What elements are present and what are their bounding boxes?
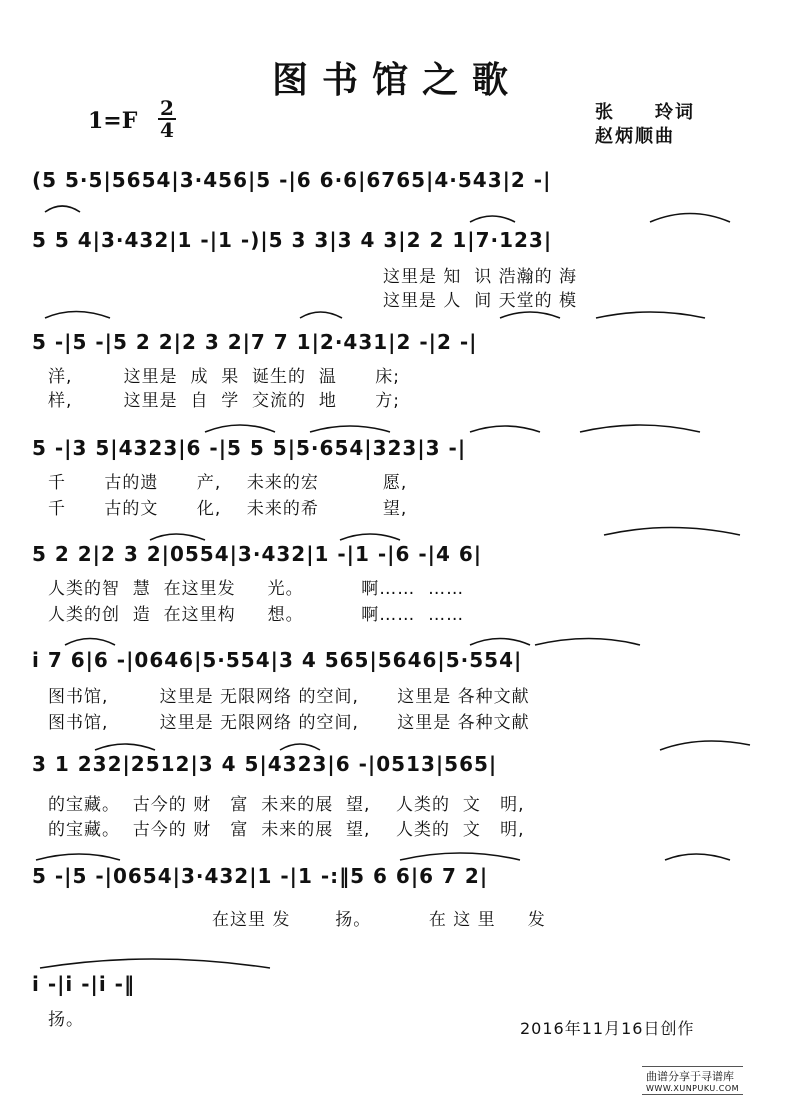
lyric-line-5a: 图书馆, 这里是 无限网络 的空间, 这里是 各种文献 xyxy=(48,687,530,707)
creation-date: 2016年11月16日创作 xyxy=(520,1019,695,1038)
composer-credit: 赵炳顺曲 xyxy=(595,126,675,147)
music-line-3: 5 -|5 -|5 2 2|2 3 2|7 7 1|2·431|2 -|2 -| xyxy=(32,330,478,354)
lyric-line-8: 扬。 xyxy=(48,1010,84,1030)
music-line-7: 3 1 232|2512|3 4 5|4323|6 -|0513|565| xyxy=(32,752,498,776)
lyric-line-6b: 的宝藏。 古今的 财 富 未来的展 望, 人类的 文 明, xyxy=(48,820,525,840)
key-signature: 1=F xyxy=(88,108,138,134)
music-line-4: 5 -|3 5|4323|6 -|5 5 5|5·654|323|3 -| xyxy=(32,436,467,460)
lyric-line-4a: 人类的智 慧 在这里发 光。 啊…… …… xyxy=(48,579,465,599)
music-line-5: 5 2 2|2 3 2|0554|3·432|1 -|1 -|6 -|4 6| xyxy=(32,542,483,566)
lyric-line-2b: 样, 这里是 自 学 交流的 地 方; xyxy=(48,391,401,411)
lyric-line-2a: 洋, 这里是 成 果 诞生的 温 床; xyxy=(48,367,401,387)
time-signature-top: 2 xyxy=(158,98,176,120)
lyric-line-7: 在这里 发 扬。 在 这 里 发 xyxy=(212,910,546,930)
watermark-url: WWW.XUNPUKU.COM xyxy=(646,1084,740,1093)
watermark-footer xyxy=(642,1066,743,1095)
lyric-line-1a: 这里是 知 识 浩瀚的 海 xyxy=(383,267,578,287)
music-line-8: 5 -|5 -|0654|3·432|1 -|1 -:‖5 6 6|6 7 2| xyxy=(32,864,489,888)
lyricist-credit: 张 玲词 xyxy=(595,102,695,123)
song-title: 图书馆之歌 xyxy=(271,59,522,101)
music-line-1: (5 5·5|5654|3·456|5 -|6 6·6|6765|4·543|2 -| xyxy=(32,168,552,192)
lyric-line-6a: 的宝藏。 古今的 财 富 未来的展 望, 人类的 文 明, xyxy=(48,795,525,815)
music-line-9: i -|i -|i -‖ xyxy=(32,972,135,996)
music-line-6: i 7 6|6 -|0646|5·554|3 4 565|5646|5·554| xyxy=(32,648,523,672)
lyric-line-4b: 人类的创 造 在这里构 想。 啊…… …… xyxy=(48,605,465,625)
music-line-2: 5 5 4|3·432|1 -|1 -)|5 3 3|3 4 3|2 2 1|7·123| xyxy=(32,228,553,252)
lyric-line-5b: 图书馆, 这里是 无限网络 的空间, 这里是 各种文献 xyxy=(48,713,530,733)
watermark-text: 曲谱分享于寻谱库 xyxy=(646,1070,734,1083)
lyric-line-3a: 千 古的遗 产, 未来的宏 愿, xyxy=(48,473,408,493)
lyric-line-3b: 千 古的文 化, 未来的希 望, xyxy=(48,499,408,519)
time-signature-bottom: 4 xyxy=(160,118,174,142)
lyric-line-1b: 这里是 人 间 天堂的 模 xyxy=(383,291,578,311)
